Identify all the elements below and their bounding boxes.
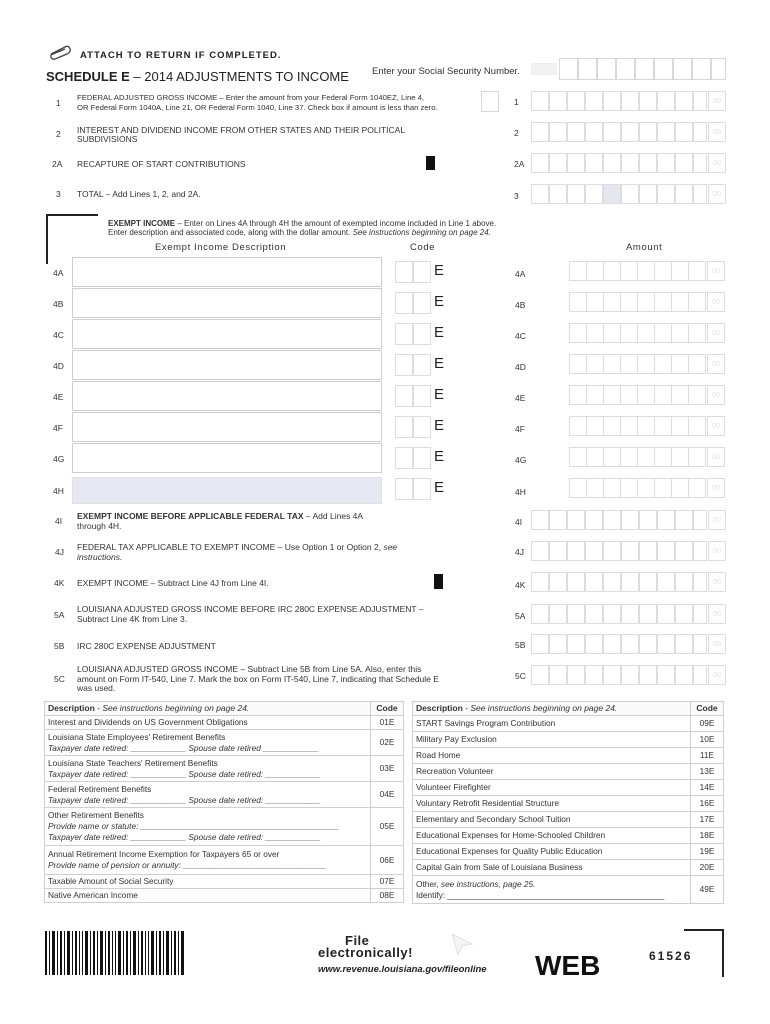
code-description: Voluntary Retrofit Residential Structure bbox=[413, 796, 691, 812]
line-2a-text: RECAPTURE OF START CONTRIBUTIONS bbox=[77, 159, 246, 169]
exempt-row-4d bbox=[0, 350, 770, 381]
cents-zero-text: 00 bbox=[707, 323, 725, 343]
line-4k-ref: 4K bbox=[515, 580, 526, 590]
column-header-amount: Amount bbox=[626, 242, 663, 253]
exempt-row-4g bbox=[0, 443, 770, 474]
line-5a-text-b: Subtract Line 4K from Line 3. bbox=[77, 614, 188, 624]
line-2-number: 2 bbox=[56, 129, 61, 139]
code-description: Recreation Volunteer bbox=[413, 764, 691, 780]
line-4k-text: EXEMPT INCOME – Subtract Line 4J from Line 4I. bbox=[77, 578, 269, 588]
mouse-pointer-icon bbox=[448, 928, 478, 963]
table-row bbox=[413, 796, 724, 812]
line-5c-ref: 5C bbox=[515, 671, 526, 681]
exempt-title-rest: – Enter on Lines 4A through 4H the amount of exempted income included in Line 1 above. bbox=[175, 219, 497, 228]
exempt-instructions-text: Enter description and associated code, along with the dollar amount. bbox=[108, 228, 351, 237]
line-2-ref: 2 bbox=[514, 128, 519, 138]
description-input[interactable] bbox=[72, 477, 382, 504]
line-4i-bold: EXEMPT INCOME BEFORE APPLICABLE FEDERAL TAX bbox=[77, 511, 304, 521]
code-input[interactable] bbox=[395, 323, 413, 345]
description-input[interactable] bbox=[72, 443, 382, 473]
column-header-description: Exempt Income Description bbox=[155, 242, 287, 253]
table-row bbox=[45, 756, 404, 782]
table-row bbox=[413, 732, 724, 748]
form-number: 61526 bbox=[649, 949, 693, 963]
table-row bbox=[413, 844, 724, 860]
cents-zero-text: 00 bbox=[707, 447, 725, 467]
line-4i-amount[interactable] bbox=[531, 510, 726, 530]
table-row bbox=[45, 716, 404, 730]
amount-ref: 4E bbox=[515, 393, 526, 403]
line-3-ref: 3 bbox=[514, 191, 519, 201]
code-letter: E bbox=[434, 293, 445, 310]
line-4k-marker bbox=[434, 574, 443, 589]
code-input[interactable] bbox=[413, 478, 431, 500]
cents-zero-text: 00 bbox=[707, 478, 725, 498]
description-input[interactable] bbox=[72, 288, 382, 318]
code-header: Code bbox=[691, 702, 724, 716]
row-number: 4A bbox=[53, 268, 64, 278]
line-4j-text: FEDERAL TAX APPLICABLE TO EXEMPT INCOME – Use Option 1 or Option 2, bbox=[77, 542, 382, 552]
cents-zero-text: 00 bbox=[708, 510, 726, 530]
code-value: 07E bbox=[371, 875, 404, 889]
table-row bbox=[413, 860, 724, 876]
line-5c-number: 5C bbox=[54, 674, 65, 684]
code-description: Native American Income bbox=[45, 889, 371, 903]
line-4i-ref: 4I bbox=[515, 517, 523, 527]
amount-ref: 4A bbox=[515, 269, 526, 279]
code-value: 03E bbox=[371, 756, 404, 782]
line-5c-amount[interactable] bbox=[531, 665, 726, 685]
exempt-codes-table-left bbox=[44, 701, 404, 903]
code-value: 18E bbox=[691, 828, 724, 844]
table-row bbox=[45, 846, 404, 875]
attach-note: ATTACH TO RETURN IF COMPLETED. bbox=[80, 50, 282, 61]
amount-ref: 4D bbox=[515, 362, 526, 372]
description-header: Description - See instructions beginning on page 24. bbox=[413, 702, 691, 716]
description-input[interactable] bbox=[72, 412, 382, 442]
code-description: Louisiana State Teachers' Retirement Benefits Taxpayer date retired: ____________ Spouse date retired: ____________ bbox=[45, 756, 371, 782]
amount-input[interactable] bbox=[569, 447, 726, 467]
column-header-code: Code bbox=[410, 242, 436, 253]
line-1-number: 1 bbox=[56, 98, 61, 108]
amount-input[interactable] bbox=[569, 323, 726, 343]
code-letter: E bbox=[434, 262, 445, 279]
line-3-text: TOTAL – Add Lines 1, 2, and 2A. bbox=[77, 189, 201, 199]
code-description: Elementary and Secondary School Tuition bbox=[413, 812, 691, 828]
cents-zero-text: 00 bbox=[708, 634, 726, 654]
code-value: 49E bbox=[691, 876, 724, 904]
description-input[interactable] bbox=[72, 350, 382, 380]
code-description: Other Retirement Benefits Provide name or statute: ___________________________________________ Taxpayer date retired: ____________ Spouse date retired: ____________ bbox=[45, 808, 371, 846]
amount-ref: 4F bbox=[515, 424, 525, 434]
cents-zero-text: 00 bbox=[708, 604, 726, 624]
line-2a-ref: 2A bbox=[514, 159, 525, 169]
code-input[interactable] bbox=[413, 261, 431, 283]
code-letter: E bbox=[434, 417, 445, 434]
amount-input[interactable] bbox=[569, 478, 726, 498]
code-value: 13E bbox=[691, 764, 724, 780]
cents-zero-text: 00 bbox=[707, 416, 725, 436]
code-description: Other, see instructions, page 25. Identify: _______________________________________________ bbox=[413, 876, 691, 904]
exempt-row-4f bbox=[0, 412, 770, 443]
row-number: 4E bbox=[53, 392, 64, 402]
code-letter: E bbox=[434, 355, 445, 372]
code-input[interactable] bbox=[395, 416, 413, 438]
code-header: Code bbox=[371, 702, 404, 716]
code-value: 19E bbox=[691, 844, 724, 860]
code-letter: E bbox=[434, 448, 445, 465]
table-row bbox=[413, 780, 724, 796]
table-row bbox=[413, 828, 724, 844]
code-value: 10E bbox=[691, 732, 724, 748]
code-value: 20E bbox=[691, 860, 724, 876]
line-4i-text-a bbox=[77, 511, 363, 521]
line-1-amount[interactable] bbox=[531, 91, 726, 111]
code-description: Louisiana State Employees' Retirement Benefits Taxpayer date retired: ____________ Spouse date retired ____________ bbox=[45, 730, 371, 756]
schedule-title-rest: – 2014 ADJUSTMENTS TO INCOME bbox=[129, 69, 349, 84]
code-letter: E bbox=[434, 324, 445, 341]
line-5b-text: IRC 280C EXPENSE ADJUSTMENT bbox=[77, 641, 216, 651]
code-value: 04E bbox=[371, 782, 404, 808]
exempt-row-4h bbox=[0, 474, 770, 505]
code-input[interactable] bbox=[413, 447, 431, 469]
table-header bbox=[45, 702, 404, 716]
cents-zero-text: 00 bbox=[708, 572, 726, 592]
table-row bbox=[45, 808, 404, 846]
line-3-number: 3 bbox=[56, 189, 61, 199]
code-value: 14E bbox=[691, 780, 724, 796]
description-input[interactable] bbox=[72, 381, 382, 411]
cents-zero-text: 00 bbox=[707, 292, 725, 312]
code-letter: E bbox=[434, 479, 445, 496]
code-description: Educational Expenses for Home-Schooled Children bbox=[413, 828, 691, 844]
exempt-title-bold: EXEMPT INCOME bbox=[108, 219, 176, 228]
cents-zero-text: 00 bbox=[708, 122, 726, 142]
barcode bbox=[45, 931, 185, 975]
line-4i-rest: – Add Lines 4A bbox=[303, 511, 364, 521]
corner-bracket bbox=[684, 929, 724, 977]
table-row bbox=[413, 876, 724, 904]
code-description: Federal Retirement Benefits Taxpayer date retired: ____________ Spouse date retired: ____________ bbox=[45, 782, 371, 808]
code-input[interactable] bbox=[395, 354, 413, 376]
line-5b-number: 5B bbox=[54, 641, 65, 651]
description-header: Description - See instructions beginning on page 24. bbox=[45, 702, 371, 716]
cents-zero-text: 00 bbox=[708, 153, 726, 173]
table-row bbox=[45, 782, 404, 808]
amount-ref: 4C bbox=[515, 331, 526, 341]
code-input[interactable] bbox=[395, 261, 413, 283]
line-2-text-a: INTEREST AND DIVIDEND INCOME FROM OTHER STATES AND THEIR POLITICAL bbox=[77, 125, 406, 135]
line-3-amount[interactable] bbox=[531, 184, 726, 204]
amount-ref: 4B bbox=[515, 300, 526, 310]
description-input[interactable] bbox=[72, 257, 382, 287]
row-number: 4H bbox=[53, 486, 64, 496]
file-electronically-line2: electronically! bbox=[318, 945, 413, 960]
line-2-amount[interactable] bbox=[531, 122, 726, 142]
code-input[interactable] bbox=[395, 292, 413, 314]
table-row bbox=[413, 716, 724, 732]
table-row bbox=[45, 730, 404, 756]
line-5c-text-a: LOUISIANA ADJUSTED GROSS INCOME – Subtract Line 5B from Line 5A. Also, enter this bbox=[77, 664, 422, 674]
exempt-row-4a bbox=[0, 257, 770, 288]
line-4k-number: 4K bbox=[54, 578, 65, 588]
code-description: Capital Gain from Sale of Louisiana Business bbox=[413, 860, 691, 876]
line-4j-text-a bbox=[77, 542, 397, 552]
table-row bbox=[413, 764, 724, 780]
cents-zero-text: 00 bbox=[708, 665, 726, 685]
line-1-ref: 1 bbox=[514, 97, 519, 107]
exempt-row-4b bbox=[0, 288, 770, 319]
line-2a-number: 2A bbox=[52, 159, 63, 169]
line-4i-text-b: through 4H. bbox=[77, 521, 122, 531]
table-row bbox=[45, 875, 404, 889]
code-value: 01E bbox=[371, 716, 404, 730]
row-number: 4B bbox=[53, 299, 64, 309]
cents-zero-text: 00 bbox=[707, 261, 725, 281]
code-value: 16E bbox=[691, 796, 724, 812]
line-2-text-b: SUBDIVISIONS bbox=[77, 134, 138, 144]
line-4j-ref: 4J bbox=[515, 547, 524, 557]
line-4j-italic: see bbox=[381, 542, 398, 552]
amount-input[interactable] bbox=[569, 416, 726, 436]
code-input[interactable] bbox=[413, 385, 431, 407]
line-5b-amount[interactable] bbox=[531, 634, 726, 654]
amount-ref: 4G bbox=[515, 455, 527, 465]
row-number: 4G bbox=[53, 454, 65, 464]
code-description: Military Pay Exclusion bbox=[413, 732, 691, 748]
line-5c-text-b: amount on Form IT-540, Line 7. Mark the box on Form IT-540, Line 7, indicating that Schedule E bbox=[77, 674, 439, 684]
amount-input[interactable] bbox=[569, 354, 726, 374]
amount-input[interactable] bbox=[569, 292, 726, 312]
line-4i-number: 4I bbox=[55, 516, 63, 526]
code-description: START Savings Program Contribution bbox=[413, 716, 691, 732]
line-2a-marker bbox=[426, 156, 435, 170]
cents-zero-text: 00 bbox=[707, 354, 725, 374]
code-input[interactable] bbox=[413, 354, 431, 376]
code-input[interactable] bbox=[395, 447, 413, 469]
exempt-instructions bbox=[108, 228, 491, 238]
line-5a-text-a: LOUISIANA ADJUSTED GROSS INCOME BEFORE IRC 280C EXPENSE ADJUSTMENT – bbox=[77, 604, 424, 614]
code-description: Interest and Dividends on US Government Obligations bbox=[45, 716, 371, 730]
line-4k-amount[interactable] bbox=[531, 572, 726, 592]
line-5a-amount[interactable] bbox=[531, 604, 726, 624]
cents-zero-text: 00 bbox=[708, 91, 726, 111]
code-input[interactable] bbox=[413, 292, 431, 314]
ssn-input[interactable] bbox=[531, 58, 726, 80]
row-number: 4D bbox=[53, 361, 64, 371]
line-1-text-a: FEDERAL ADJUSTED GROSS INCOME – Enter the amount from your Federal Form 1040EZ, Line 4, bbox=[77, 93, 425, 102]
code-value: 06E bbox=[371, 846, 404, 875]
amount-ref: 4H bbox=[515, 487, 526, 497]
code-value: 02E bbox=[371, 730, 404, 756]
file-online-url[interactable]: www.revenue.louisiana.gov/fileonline bbox=[318, 964, 487, 975]
line-5c-text-c: was used. bbox=[77, 683, 116, 693]
line-1-text-b: OR Federal Form 1040A, Line 21, OR Federal Form 1040, Line 37. Check box if amount is less than zero. bbox=[77, 103, 438, 112]
code-input[interactable] bbox=[413, 416, 431, 438]
exempt-row-4c bbox=[0, 319, 770, 350]
schedule-title bbox=[46, 69, 349, 84]
line-5a-ref: 5A bbox=[515, 611, 526, 621]
table-header bbox=[413, 702, 724, 716]
cents-zero-text: 00 bbox=[708, 541, 726, 561]
code-value: 17E bbox=[691, 812, 724, 828]
line-4j-number: 4J bbox=[55, 547, 64, 557]
row-number: 4F bbox=[53, 423, 63, 433]
code-input[interactable] bbox=[395, 478, 413, 500]
cents-zero-text: 00 bbox=[707, 385, 725, 405]
cents-zero-text: 00 bbox=[708, 184, 726, 204]
amount-input[interactable] bbox=[569, 261, 726, 281]
schedule-title-bold: SCHEDULE E bbox=[46, 69, 130, 84]
code-description: Taxable Amount of Social Security bbox=[45, 875, 371, 889]
line-5b-ref: 5B bbox=[515, 640, 526, 650]
less-than-zero-checkbox[interactable] bbox=[481, 91, 499, 112]
exempt-row-4e bbox=[0, 381, 770, 412]
line-4j-text-b: instructions. bbox=[77, 552, 123, 562]
code-value: 11E bbox=[691, 748, 724, 764]
ssn-label: Enter your Social Security Number. bbox=[372, 66, 520, 77]
line-5a-number: 5A bbox=[54, 610, 65, 620]
code-value: 08E bbox=[371, 889, 404, 903]
table-row bbox=[45, 889, 404, 903]
code-description: Annual Retirement Income Exemption for Taxpayers 65 or over Provide name of pension or annuity: _______________________________ bbox=[45, 846, 371, 875]
code-description: Volunteer Firefighter bbox=[413, 780, 691, 796]
table-row bbox=[413, 812, 724, 828]
line-2a-amount[interactable] bbox=[531, 153, 726, 173]
line-4j-amount[interactable] bbox=[531, 541, 726, 561]
file-electronically-line1: File bbox=[345, 933, 370, 948]
amount-input[interactable] bbox=[569, 385, 726, 405]
code-description: Road Home bbox=[413, 748, 691, 764]
table-row bbox=[413, 748, 724, 764]
code-letter: E bbox=[434, 386, 445, 403]
paperclip-icon bbox=[47, 44, 73, 65]
exempt-codes-table-right bbox=[412, 701, 724, 904]
description-input[interactable] bbox=[72, 319, 382, 349]
web-label: WEB bbox=[535, 950, 601, 981]
exempt-instructions-italic: See instructions beginning on page 24. bbox=[350, 228, 491, 237]
code-value: 05E bbox=[371, 808, 404, 846]
code-value: 09E bbox=[691, 716, 724, 732]
code-input[interactable] bbox=[395, 385, 413, 407]
row-number: 4C bbox=[53, 330, 64, 340]
code-input[interactable] bbox=[413, 323, 431, 345]
code-description: Educational Expenses for Quality Public Education bbox=[413, 844, 691, 860]
